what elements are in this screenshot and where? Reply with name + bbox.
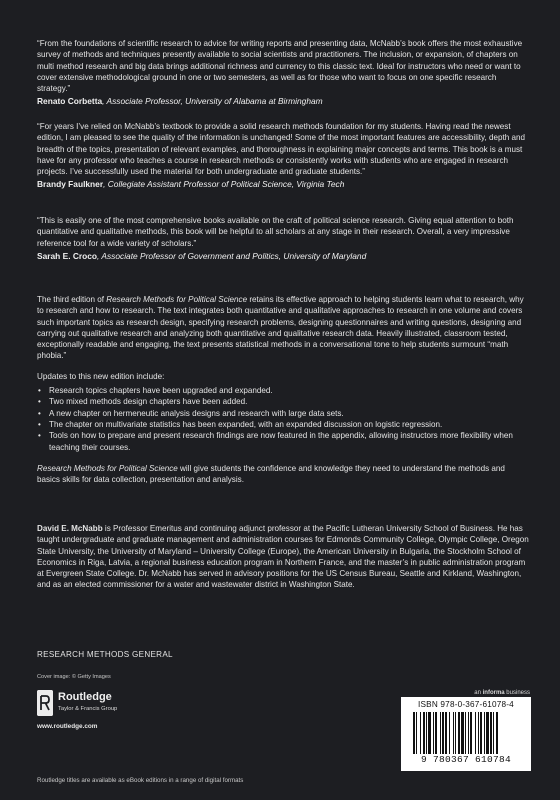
barcode-bar xyxy=(442,712,444,754)
endorsement-1 xyxy=(37,38,529,107)
publisher-group: Taylor & Francis Group xyxy=(58,706,118,712)
endorser-title: , Associate Professor of Government and Politics, University of Maryland xyxy=(97,250,367,261)
barcode-bar xyxy=(445,712,447,754)
isbn-label: ISBN 978-0-367-61078-4 xyxy=(418,700,514,709)
publisher-name: Routledge xyxy=(58,691,112,703)
endorsement-attribution xyxy=(37,95,529,107)
closing-book-title: Research Methods for Political Science xyxy=(37,463,178,473)
barcode-bar xyxy=(478,712,479,754)
informa-prefix: an xyxy=(474,690,483,696)
barcode-bar xyxy=(470,712,472,754)
list-item: • Research topics chapters have been upgraded and expanded. xyxy=(37,385,529,396)
barcode-bar xyxy=(426,712,427,754)
ebook-note: Routledge titles are available as eBook editions in a range of digital formats xyxy=(37,777,244,784)
list-item: • The chapter on multivariate statistics has been expanded, with an expanded discussion on logistic regression. xyxy=(37,419,529,430)
barcode-bar xyxy=(413,712,415,754)
barcode-bar xyxy=(490,712,492,754)
barcode-bar xyxy=(458,712,460,754)
endorser-title: , Collegiate Assistant Professor of Political Science, Virginia Tech xyxy=(103,179,345,190)
barcode-bar xyxy=(480,712,482,754)
barcode-bar xyxy=(440,712,441,754)
endorsement-3 xyxy=(37,215,529,262)
barcode xyxy=(401,697,531,771)
list-item: • A new chapter on hermeneutic analysis designs and research with large data sets. xyxy=(37,408,529,419)
subject-category: RESEARCH METHODS GENERAL xyxy=(37,650,173,659)
endorsement-attribution xyxy=(37,250,529,262)
endorser-name: Renato Corbetta xyxy=(37,96,103,107)
barcode-bar xyxy=(465,712,466,754)
endorsement-2 xyxy=(37,121,529,190)
barcode-bar xyxy=(423,712,425,754)
closing-paragraph xyxy=(37,463,529,486)
informa-suffix: business xyxy=(504,690,530,696)
closing-body: will give students the confidence and knowledge they need to understand the methods and basics skills for data collection, presentation and analysis. xyxy=(37,463,505,485)
endorsement-quote: “From the foundations of scientific research to advice for writing reports and presenting data, McNabb’s book offers the most exhaustive survey of methods and techniques presently available to social scientists and practitioners. The inclusion, or expansion, of chapters on multi method research and big data brings additional richness and currency to this classic text. Ideal for instructors who need or want to cover extensive methodological ground in one or two semesters, as well as for those who want to focus on one specific research strategy.” xyxy=(37,39,523,94)
intro-prefix: The third edition of xyxy=(37,295,107,304)
book-description xyxy=(37,294,529,485)
endorser-name: Brandy Faulkner xyxy=(37,179,104,190)
barcode-number: 9 780367 610784 xyxy=(420,754,511,765)
barcode-bar xyxy=(420,712,421,754)
barcode-bar xyxy=(461,712,464,754)
publisher-website: www.routledge.com xyxy=(37,723,98,730)
informa-name: informa xyxy=(482,690,505,696)
barcode-bar xyxy=(435,712,437,754)
author-bio xyxy=(37,523,529,591)
barcode-bar xyxy=(455,712,456,754)
barcode-bar xyxy=(475,712,476,754)
barcode-bar xyxy=(449,712,450,754)
barcode-bar xyxy=(428,712,431,754)
updates-heading: Updates to this new edition include: xyxy=(37,371,165,381)
barcode-bar xyxy=(496,712,498,754)
endorsement-attribution xyxy=(37,178,529,190)
list-item: • Tools on how to prepare and present research findings are now featured in the appendix, allowing instructors more flexibility when teaching their courses. xyxy=(37,430,529,453)
barcode-bar xyxy=(493,712,494,754)
barcode-bar xyxy=(486,712,489,754)
barcode-bar xyxy=(453,712,454,754)
barcode-bar xyxy=(416,712,417,754)
intro-paragraph xyxy=(37,294,529,362)
barcode-bar xyxy=(433,712,434,754)
book-title: Research Methods for Political Science xyxy=(106,295,248,304)
routledge-logo-icon xyxy=(37,690,53,716)
list-item: • Two mixed methods design chapters have been added. xyxy=(37,396,529,407)
endorsement-quote: “For years I’ve relied on McNabb’s textbook to provide a solid research methods foundation for my students. Having read the newest edition, I am pleased to see the quality of the information is unchanged! Some of the most important features are accessibility, depth and breadth of the topics, presentation of relevant examples, and thoroughness in explaining major concepts and terms. This book is a must have for any professor who teaches a course in research methods or consistently works with students who are engaged in research projects. I’ve successfully used the material for both undergraduate and graduate students.” xyxy=(37,122,526,177)
intro-body: retains its effective approach to helping students learn what to research, why to research and how to research. The text integrates both quantitative and qualitative approaches to research in one volume and covers such important topics as research design, specifying research problems, designing questionnaires and writing questions, designing and carrying out qualitative research and analyzing both quantitative and qualitative research data. Heavily illustrated, classroom tested, exceptionally readable and engaging, the text presents statistical methods in a conversational tone to help students surmount “math phobia.” xyxy=(37,295,524,361)
author-paragraph xyxy=(37,523,529,591)
informa-business xyxy=(474,690,530,696)
endorser-title: , Associate Professor, University of Alabama at Birmingham xyxy=(102,96,323,107)
cover-credit: Cover image: © Getty Images xyxy=(37,674,111,680)
barcode-bar xyxy=(484,712,485,754)
barcode-bars xyxy=(413,712,523,754)
author-name: David E. McNabb xyxy=(37,524,103,533)
author-bio-text: is Professor Emeritus and continuing adjunct professor at the Pacific Lutheran University School of Business. He has taught undergraduate and graduate management and administration courses for Edmonds Community College, Olympic College, Oregon State University, the University of Maryland – University College (Europe), the American University in Bulgaria, the Stockholm School of Economics in Riga, Latvia, a regional business education program in Northern France, and the master’s in public administration program at Evergreen State College. Dr. McNabb has served in advisory positions for the US Census Bureau, Seattle and Kirkland, Washington, and as an elected commissioner for a water and wastewater district in Washington State. xyxy=(37,524,529,590)
barcode-bar xyxy=(468,712,469,754)
endorser-name: Sarah E. Croco xyxy=(37,250,98,261)
endorsement-quote: “This is easily one of the most comprehensive books available on the craft of political science research. Giving equal attention to both quantitative and qualitative methods, this book will be helpful to all scholars at any stage in their research. Overall, a very impressive reference tool for a wide variety of scholars.” xyxy=(37,216,514,248)
updates-list xyxy=(37,385,529,453)
